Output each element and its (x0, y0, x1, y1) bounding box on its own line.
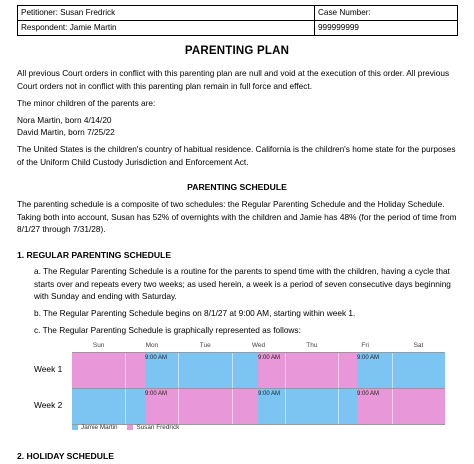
handoff-time-label: 9:00 AM (258, 355, 281, 361)
day-label-wed: Wed (251, 342, 266, 349)
schedule-heading: PARENTING SCHEDULE (187, 182, 287, 192)
schedule-legend (72, 424, 187, 431)
day-divider (232, 389, 233, 424)
day-label-tue: Tue (199, 342, 211, 349)
day-divider (392, 353, 393, 388)
day-label-sat: Sat (413, 342, 424, 349)
regular-clause-a: a. The Regular Parenting Schedule is a routine for the parents to spend time with the children, having a cycle that starts over and repeats every two weeks; as used herein, a week is a period of seven consecutive days beginning with Sunday and ending with Saturday. (34, 266, 451, 302)
segment-susan (72, 353, 145, 388)
handoff-time-label: 9:00 AM (145, 355, 168, 361)
legend-label-jamie: Jamie Martin (81, 424, 118, 431)
handoff-time-label: 9:00 AM (357, 355, 380, 361)
case-number-label: Case Number: (315, 6, 458, 21)
day-divider (125, 389, 126, 424)
handoff-time-label: 9:00 AM (357, 391, 380, 397)
day-divider (338, 353, 339, 388)
day-divider (232, 353, 233, 388)
schedule-paragraph: The parenting schedule is a composite of two schedules: the Regular Parenting Schedule and the Holiday Schedule. Taking both into account, Susan has 52% of overnights with the children and Jamie has 48% (for the period of time from 8/1/27 through 7/31/28). (17, 199, 457, 235)
case-number-value: 999999999 (315, 21, 458, 36)
segment-jamie (72, 389, 145, 424)
day-label-sun: Sun (92, 342, 105, 349)
respondent-cell: Respondent: Jamie Martin (18, 21, 315, 36)
document-title: PARENTING PLAN (184, 45, 290, 57)
day-header-row (72, 342, 445, 351)
legend-swatch-jamie (72, 425, 78, 430)
children-intro: The minor children of the parents are: (17, 98, 156, 108)
week-1-label: Week 1 (34, 364, 63, 374)
week-1-row (72, 352, 445, 389)
day-label-fri: Fri (361, 342, 369, 349)
holiday-schedule-heading: 2. HOLIDAY SCHEDULE (17, 451, 114, 461)
regular-schedule-heading: 1. REGULAR PARENTING SCHEDULE (17, 250, 172, 260)
handoff-time-label: 9:00 AM (145, 391, 168, 397)
child-item: Nora Martin, born 4/14/20 (17, 115, 112, 125)
regular-clause-b: b. The Regular Parenting Schedule begins on 8/1/27 at 9:00 AM, starting within week 1. (34, 308, 356, 318)
legend-item-susan (127, 424, 179, 431)
week-2-row (72, 388, 445, 425)
day-divider (338, 389, 339, 424)
day-divider (392, 389, 393, 424)
legend-swatch-susan (127, 425, 133, 430)
day-divider (285, 389, 286, 424)
day-divider (125, 353, 126, 388)
petitioner-cell: Petitioner: Susan Fredrick (18, 6, 315, 21)
legend-label-susan: Susan Fredrick (136, 424, 180, 431)
intro-paragraph: All previous Court orders in conflict with this parenting plan are null and void at the execution of this order. All previous Court orders not in conflict with this parenting plan remain in full force and effect. (17, 68, 450, 91)
week-2-label: Week 2 (34, 400, 63, 410)
case-header-table (17, 5, 458, 36)
day-label-thu: Thu (306, 342, 318, 349)
day-divider (178, 389, 179, 424)
child-item: David Martin, born 7/25/22 (17, 127, 115, 137)
day-divider (178, 353, 179, 388)
day-label-mon: Mon (145, 342, 159, 349)
residence-paragraph: The United States is the children's country of habitual residence. California is the children's home state for the purposes of the Uniform Child Custody Jurisdiction and Enforcement Act. (17, 144, 456, 167)
handoff-time-label: 9:00 AM (258, 391, 281, 397)
legend-item-jamie (72, 424, 119, 431)
regular-clause-c: c. The Regular Parenting Schedule is graphically represented as follows: (34, 325, 301, 335)
day-divider (285, 353, 286, 388)
